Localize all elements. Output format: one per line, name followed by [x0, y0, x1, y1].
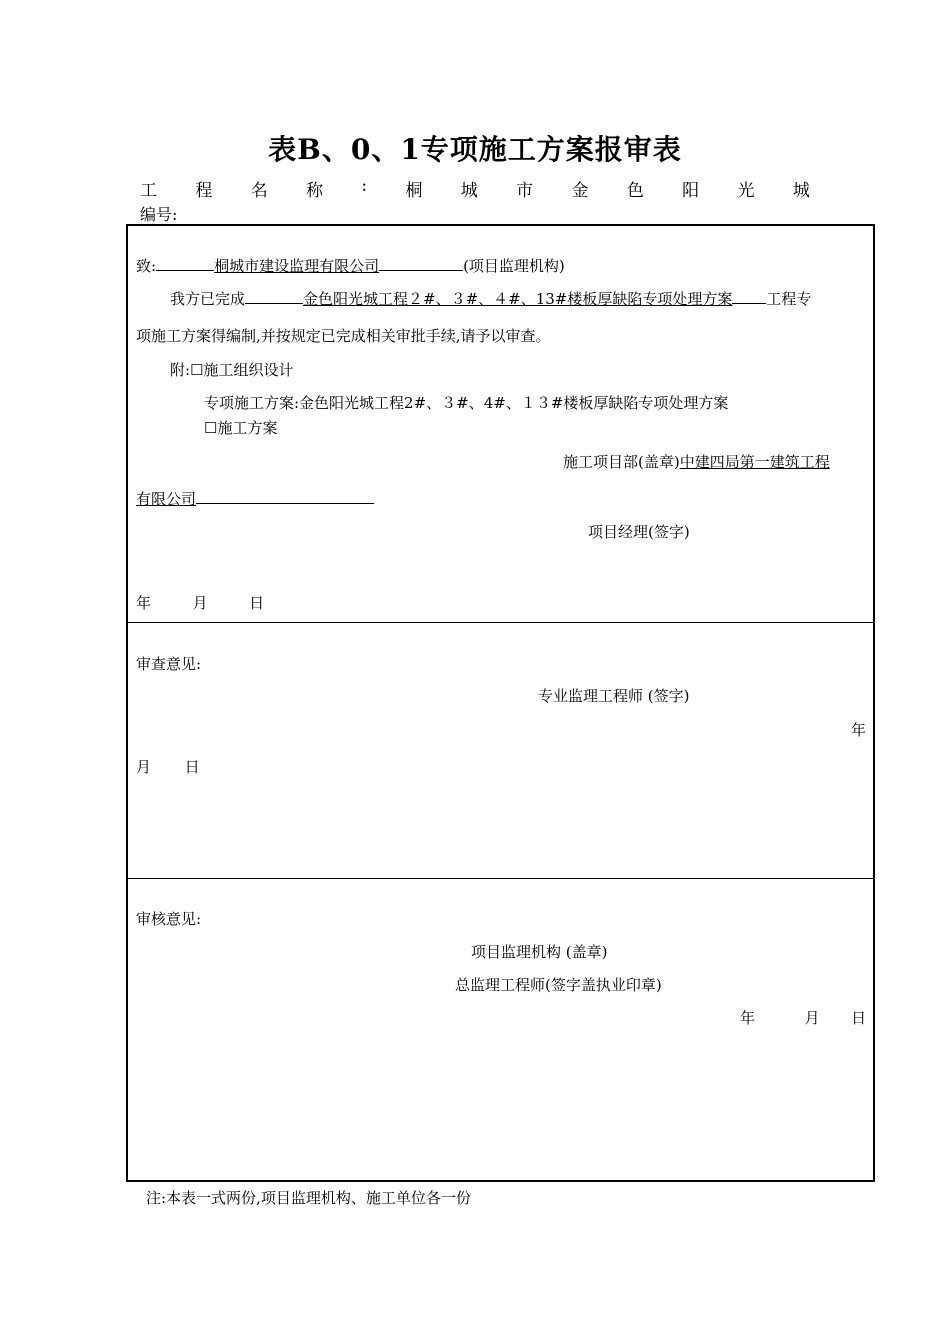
dept-company-line2 — [136, 488, 374, 509]
project-name-char: 阳 — [682, 181, 700, 201]
date-month: 月 — [192, 594, 208, 612]
dept-label: 施工项目部(盖章) — [563, 453, 680, 471]
section-divider — [128, 878, 873, 879]
attach-line — [170, 359, 294, 380]
dept-company-cont: 有限公司 — [136, 490, 197, 508]
attach-label: 附: — [170, 361, 191, 379]
project-name-char: : — [361, 176, 368, 196]
date-day: 日 — [851, 1009, 867, 1027]
dept-company: 中建四局第一建筑工程 — [679, 453, 830, 471]
project-name-char: 程 — [195, 181, 213, 201]
underline — [156, 256, 214, 271]
project-name-char: 工 — [140, 181, 157, 201]
number-label: 编号: — [140, 205, 178, 224]
manager-label: 项目经理(签字) — [588, 523, 690, 541]
project-name-char: 色 — [626, 181, 644, 201]
intro-work: 金色阳光城工程２#、３#、４#、13#楼板厚缺陷专项处理方案 — [303, 290, 733, 308]
form-title: 表B、0、1专项施工方案报审表 — [268, 133, 682, 166]
date-line — [740, 1007, 866, 1028]
date-month: 月 — [136, 758, 152, 776]
attach-item-org-design: 施工组织设计 — [203, 361, 294, 379]
project-name-char: 城 — [792, 181, 810, 201]
date-line — [136, 592, 264, 613]
special-plan-line: 专项施工方案:金色阳光城工程2#、３#、4#、１３#楼板厚缺陷专项处理方案 — [204, 394, 729, 412]
to-line — [136, 255, 565, 276]
date-month: 月 — [804, 1009, 820, 1027]
project-name-char: 金 — [571, 181, 589, 201]
to-org: 桐城市建设监理有限公司 — [214, 257, 380, 275]
section-divider — [128, 622, 873, 623]
audit-opinion-label: 审核意见: — [136, 910, 202, 928]
project-name-char: 桐 — [405, 181, 423, 201]
intro-line — [170, 288, 811, 309]
checkbox-icon[interactable]: ☐ — [190, 361, 204, 379]
engineer-label: 专业监理工程师 (签字) — [538, 687, 690, 705]
dept-line — [563, 451, 830, 472]
project-name-char: 市 — [516, 181, 534, 201]
date-year: 年 — [740, 1009, 756, 1027]
chief-engineer-label: 总监理工程师(签字盖执业印章) — [455, 976, 662, 994]
date-day: 日 — [249, 594, 265, 612]
supervision-org-label: 项目监理机构 (盖章) — [471, 943, 608, 961]
date-year: 年 — [136, 594, 152, 612]
project-name-row — [140, 176, 810, 201]
project-name-char: 称 — [306, 181, 324, 201]
underline — [732, 289, 766, 304]
review-opinion-label: 审查意见: — [136, 655, 202, 673]
project-name-char: 城 — [460, 181, 478, 201]
date-year: 年 — [851, 721, 867, 739]
attach-plan-line — [204, 417, 277, 438]
underline — [379, 256, 463, 271]
checkbox-icon[interactable]: ☐ — [204, 419, 218, 437]
date-day: 日 — [184, 758, 200, 776]
underline — [196, 489, 374, 504]
to-suffix: (项目监理机构) — [463, 257, 565, 275]
to-label: 致: — [136, 257, 157, 275]
underline — [245, 289, 303, 304]
project-name-char: 光 — [737, 181, 755, 201]
intro-suffix: 工程专 — [766, 290, 812, 308]
project-name-char: 名 — [250, 181, 268, 201]
intro-line-2: 项施工方案得编制,并按规定已完成相关审批手续,请予以审查。 — [136, 327, 551, 345]
intro-prefix: 我方已完成 — [170, 290, 246, 308]
footnote: 注:本表一式两份,项目监理机构、施工单位各一份 — [146, 1189, 471, 1207]
attach-item-plan: 施工方案 — [217, 419, 278, 437]
date-line — [136, 756, 200, 777]
